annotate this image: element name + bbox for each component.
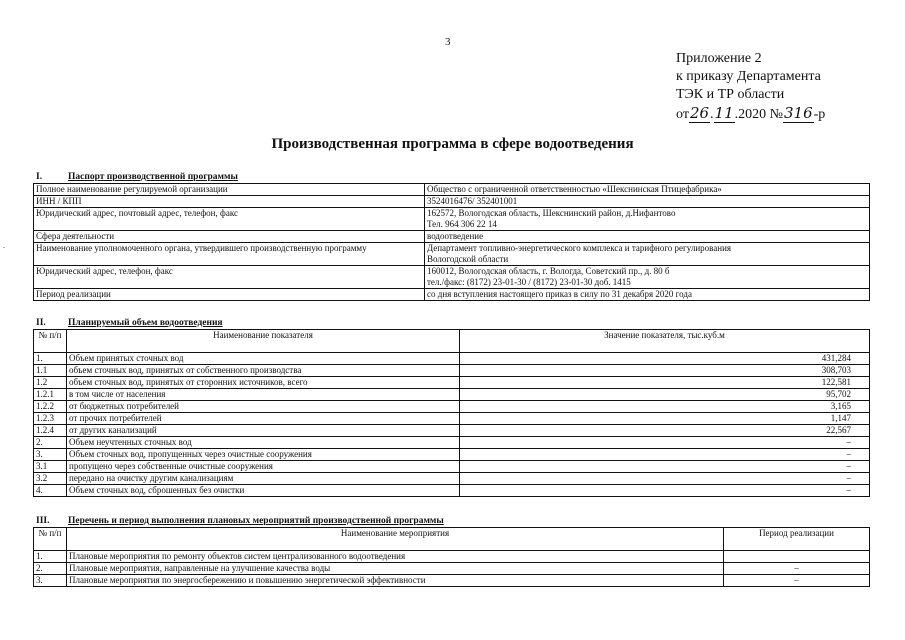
passport-label: ИНН / КПП <box>34 196 425 208</box>
date-day: 26 <box>689 104 710 122</box>
table-row <box>34 289 870 301</box>
passport-value: 3524016476/ 352401001 <box>425 196 870 208</box>
table-row <box>34 353 870 365</box>
appendix-header <box>676 50 825 124</box>
table-row <box>34 377 870 389</box>
col-header-name: Наименование показателя <box>67 330 460 353</box>
document-title: Производственная программа в сфере водоотведения <box>271 136 634 152</box>
appendix-line-3: ТЭК и ТР области <box>676 87 785 102</box>
row-num: 3.2 <box>34 473 67 485</box>
row-num: 1.2.1 <box>34 389 67 401</box>
col-header-num: № п/п <box>34 528 67 551</box>
table-row <box>34 231 870 243</box>
row-num: 2. <box>34 437 67 449</box>
row-num: 1.2 <box>34 377 67 389</box>
row-num: 4. <box>34 485 67 497</box>
passport-value-line2: тел./факс: (8172) 23-01-30 / (8172) 23-01-30 доб. 1415 <box>427 277 631 287</box>
date-sep: . <box>710 107 714 122</box>
table-row <box>34 413 870 425</box>
row-value: – <box>460 461 870 473</box>
row-value: 431,284 <box>460 353 870 365</box>
row-num: 1.2.3 <box>34 413 67 425</box>
row-name: в том числе от населения <box>67 389 460 401</box>
table-header-row <box>34 528 870 551</box>
passport-label: Юридический адрес, почтовый адрес, телефон, факс <box>34 208 425 231</box>
passport-label: Сфера деятельности <box>34 231 425 243</box>
passport-table <box>33 183 870 301</box>
table-row <box>34 551 870 563</box>
passport-value <box>425 266 870 289</box>
row-num: 3. <box>34 449 67 461</box>
order-number: 316 <box>783 104 813 122</box>
row-value: 3,165 <box>460 401 870 413</box>
section3-heading <box>36 516 444 526</box>
row-name: от других канализаций <box>67 425 460 437</box>
table-row <box>34 563 870 575</box>
date-month: 11 <box>714 104 734 122</box>
table-row <box>34 243 870 266</box>
passport-label: Наименование уполномоченного органа, утвердившего производственную программу <box>34 243 425 266</box>
row-name: Плановые мероприятия по энергосбережению и повышению энергетической эффективности <box>67 575 724 587</box>
row-name: Плановые мероприятия по ремонту объектов систем централизованного водоотведения <box>67 551 724 563</box>
passport-value: водоотведение <box>425 231 870 243</box>
table-row <box>34 425 870 437</box>
row-value: 122,581 <box>460 377 870 389</box>
appendix-line-1: Приложение 2 <box>676 51 762 66</box>
row-value: 308,703 <box>460 365 870 377</box>
passport-value: Общество с ограниченной ответственностью «Шекснинская Птицефабрика» <box>425 184 870 196</box>
passport-value <box>425 208 870 231</box>
passport-value-line1: 162572, Вологодская область, Шекснинский район, д.Нифантово <box>427 208 676 218</box>
passport-value: со дня вступления настоящего приказ в силу по 31 декабря 2020 года <box>425 289 870 301</box>
table-row <box>34 184 870 196</box>
row-num: 1.2.2 <box>34 401 67 413</box>
row-name: Плановые мероприятия, направленные на улучшение качества воды <box>67 563 724 575</box>
row-num: 3. <box>34 575 67 587</box>
row-name: объем сточных вод, принятых от сторонних источников, всего <box>67 377 460 389</box>
row-value: 95,702 <box>460 389 870 401</box>
row-num: 1.1 <box>34 365 67 377</box>
section2-number: II. <box>36 318 46 328</box>
col-header-num: № п/п <box>34 330 67 353</box>
row-name: пропущено через собственные очистные сооружения <box>67 461 460 473</box>
row-num: 1.2.4 <box>34 425 67 437</box>
table-row <box>34 461 870 473</box>
table-header-row <box>34 330 870 353</box>
row-num: 1. <box>34 353 67 365</box>
passport-value-line1: Департамент топливно-энергетического комплекса и тарифного регулирования <box>427 243 732 253</box>
table-row <box>34 575 870 587</box>
table-row <box>34 266 870 289</box>
table-row <box>34 437 870 449</box>
row-num: 1. <box>34 551 67 563</box>
section1-heading <box>36 172 238 182</box>
row-name: Объем сточных вод, пропущенных через очистные сооружения <box>67 449 460 461</box>
col-header-period: Период реализации <box>724 528 870 551</box>
passport-label: Период реализации <box>34 289 425 301</box>
table-row <box>34 208 870 231</box>
row-name: Объем принятых сточных вод <box>67 353 460 365</box>
row-num: 3.1 <box>34 461 67 473</box>
section1-title: Паспорт производственной программы <box>68 172 238 182</box>
row-period: – <box>724 575 870 587</box>
passport-label: Полное наименование регулируемой организации <box>34 184 425 196</box>
passport-label: Юридический адрес, телефон, факс <box>34 266 425 289</box>
row-value: – <box>460 473 870 485</box>
section2-title: Планируемый объем водоотведения <box>68 318 223 328</box>
row-name: Объем неучтенных сточных вод <box>67 437 460 449</box>
table-row <box>34 473 870 485</box>
row-name: от бюджетных потребителей <box>67 401 460 413</box>
section3-title: Перечень и период выполнения плановых мероприятий производственной программы <box>68 516 444 526</box>
row-period <box>724 551 870 563</box>
appendix-line-2: к приказу Департамента <box>676 69 821 84</box>
page-number: 3 <box>445 36 451 48</box>
appendix-date-line <box>676 104 825 124</box>
date-prefix: от <box>676 107 689 122</box>
col-header-name: Наименование мероприятия <box>67 528 724 551</box>
row-value: – <box>460 449 870 461</box>
row-value: – <box>460 485 870 497</box>
section3-number: III. <box>36 516 50 526</box>
volume-table <box>33 329 870 497</box>
section2-heading <box>36 318 223 328</box>
row-period: – <box>724 563 870 575</box>
table-row <box>34 485 870 497</box>
passport-value-line2: Вологодской области <box>427 254 509 264</box>
table-row <box>34 449 870 461</box>
section1-number: I. <box>36 172 43 182</box>
row-name: от прочих потребителей <box>67 413 460 425</box>
col-header-value: Значение показателя, тыс.куб.м <box>460 330 870 353</box>
table-row <box>34 365 870 377</box>
measures-table <box>33 527 870 587</box>
row-name: объем сточных вод, принятых от собственного производства <box>67 365 460 377</box>
date-year: .2020 № <box>734 107 783 122</box>
order-suffix: -р <box>813 107 826 122</box>
row-name: передано на очистку другим канализациям <box>67 473 460 485</box>
row-value: 1,147 <box>460 413 870 425</box>
row-name: Объем сточных вод, сброшенных без очистки <box>67 485 460 497</box>
row-num: 2. <box>34 563 67 575</box>
passport-value <box>425 243 870 266</box>
table-row <box>34 389 870 401</box>
table-row <box>34 196 870 208</box>
passport-value-line2: Тел. 964 306 22 14 <box>427 219 497 229</box>
row-value: – <box>460 437 870 449</box>
passport-value-line1: 160012, Вологодская область, г. Вологда, Советский пр., д. 80 б <box>427 266 670 276</box>
row-value: 22,567 <box>460 425 870 437</box>
margin-mark: . <box>3 241 5 250</box>
table-row <box>34 401 870 413</box>
